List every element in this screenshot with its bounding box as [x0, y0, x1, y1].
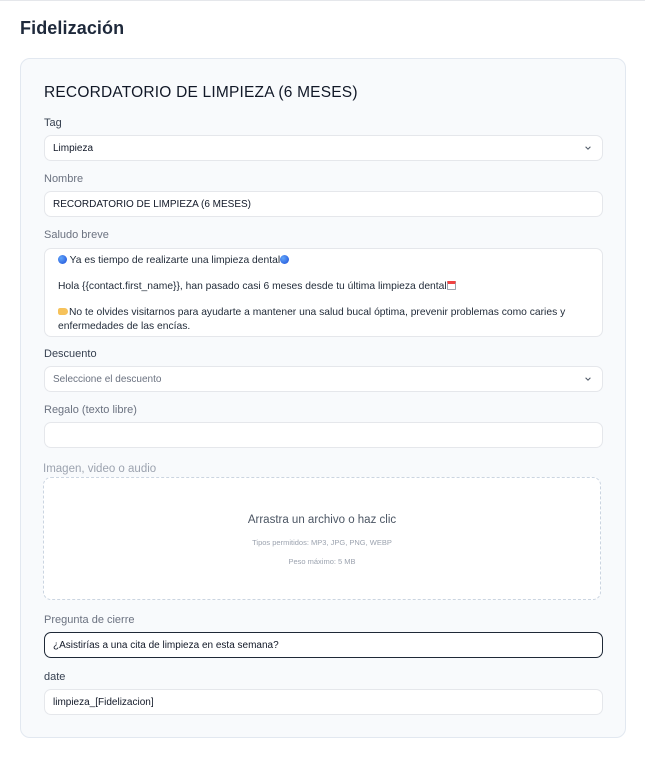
form-card — [20, 58, 626, 738]
saludo-line-3: No te olvides visitarnos para ayudarte a mantener una salud bucal óptima, prevenir problemas como caries y — [58, 306, 589, 320]
saludo-label: Saludo breve — [44, 229, 109, 241]
calendar-icon — [447, 281, 456, 290]
blue-circle-icon — [280, 255, 289, 264]
descuento-label: Descuento — [44, 348, 97, 360]
media-label: Imagen, video o audio — [43, 463, 157, 475]
chevron-down-icon — [584, 375, 592, 383]
saludo-line-2: Hola {{contact.first_name}}, han pasado casi 6 meses desde tu última limpieza dental — [58, 280, 589, 294]
descuento-placeholder: Seleccione el descuento — [53, 373, 162, 385]
descuento-select[interactable] — [44, 366, 603, 392]
dropzone-allowed-types: Tipos permitidos: MP3, JPG, PNG, WEBP — [252, 538, 392, 547]
nombre-input-value: RECORDATORIO DE LIMPIEZA (6 MESES) — [53, 198, 251, 210]
dropzone-max-size: Peso máximo: 5 MB — [288, 557, 356, 566]
pregunta-label: Pregunta de cierre — [44, 614, 135, 626]
media-dropzone[interactable] — [43, 477, 601, 600]
chevron-down-icon — [584, 144, 592, 152]
tag-select-value: Limpieza — [53, 142, 94, 154]
pregunta-input-value: ¿Asistirías a una cita de limpieza en esta semana? — [53, 639, 279, 651]
saludo-line-1: Ya es tiempo de realizarte una limpieza dental — [58, 254, 589, 268]
regalo-label: Regalo (texto libre) — [44, 404, 137, 416]
regalo-input[interactable] — [44, 422, 603, 448]
dropzone-text: Arrastra un archivo o haz clic — [247, 514, 397, 526]
tag-label: Tag — [44, 117, 62, 129]
date-label: date — [44, 671, 66, 683]
date-input-value: limpieza_[Fidelizacion] — [53, 696, 154, 708]
page-title: Fidelización — [20, 18, 125, 38]
blue-circle-icon — [58, 255, 67, 264]
top-divider — [0, 0, 645, 1]
form-title: RECORDATORIO DE LIMPIEZA (6 MESES) — [44, 84, 358, 101]
saludo-line-4: enfermedades de las encías. — [58, 321, 191, 332]
date-input[interactable] — [44, 689, 603, 715]
nombre-input[interactable] — [44, 191, 603, 217]
saludo-textarea[interactable] — [44, 248, 603, 337]
nombre-label: Nombre — [44, 173, 84, 185]
pointing-hand-icon — [58, 308, 68, 315]
pregunta-input[interactable] — [44, 632, 603, 658]
tag-select[interactable] — [44, 135, 603, 161]
